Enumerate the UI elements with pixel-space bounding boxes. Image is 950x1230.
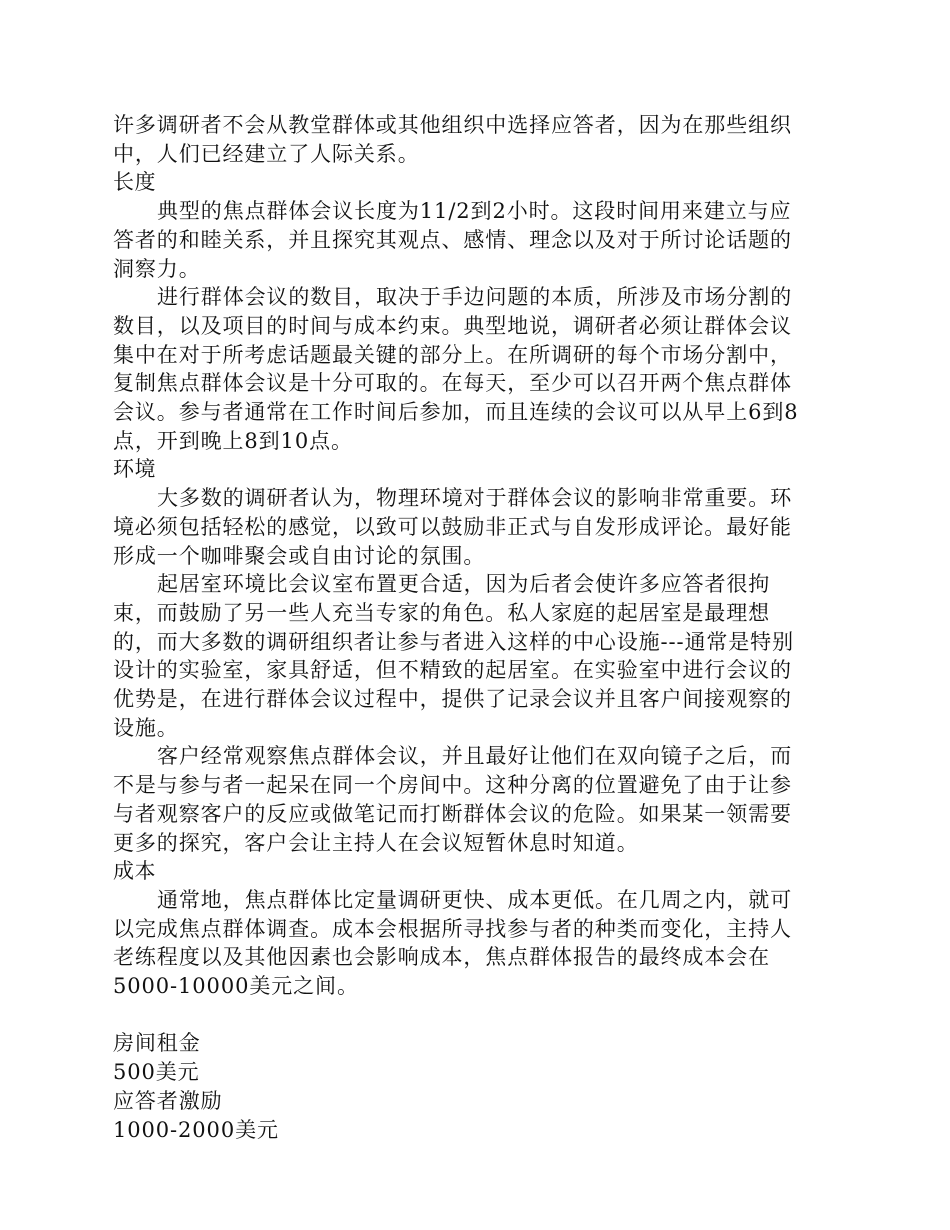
paragraph-line: 通常地，焦点群体比定量调研更快、成本更低。在几周之内，就可 <box>157 887 793 912</box>
paragraph-line: 中，人们已经建立了人际关系。 <box>113 141 420 166</box>
cost-item-label: 房间租金 <box>113 1031 201 1056</box>
paragraph-line: 束，而鼓励了另一些人充当专家的角色。私人家庭的起居室是最理想 <box>113 600 770 625</box>
paragraph-line: 更多的探究，客户会让主持人在会议短暂休息时知道。 <box>113 830 639 855</box>
paragraph-line: 形成一个咖啡聚会或自由讨论的氛围。 <box>113 543 486 568</box>
paragraph-line: 大多数的调研者认为，物理环境对于群体会议的影响非常重要。环 <box>157 486 793 511</box>
paragraph-line: 许多调研者不会从教堂群体或其他组织中选择应答者，因为在那些组织 <box>113 113 792 137</box>
paragraph-line: 洞察力。 <box>113 256 201 281</box>
paragraph-line: 进行群体会议的数目，取决于手边问题的本质，所涉及市场分割的 <box>157 285 793 310</box>
cost-item-value: 1000-2000美元 <box>113 1117 279 1142</box>
section-heading-environment: 环境 <box>113 457 156 482</box>
section-heading-cost: 成本 <box>113 859 156 884</box>
paragraph-line: 以完成焦点群体调查。成本会根据所寻找参与者的种类而变化，主持人 <box>113 916 792 941</box>
paragraph-line: 起居室环境比会议室布置更合适，因为后者会使许多应答者很拘 <box>157 572 771 597</box>
paragraph-line: 点，开到晚上8到10点。 <box>113 428 353 453</box>
paragraph-line: 老练程度以及其他因素也会影响成本，焦点群体报告的最终成本会在 <box>113 945 770 970</box>
paragraph-line: 优势是，在进行群体会议过程中，提供了记录会议并且客户间接观察的 <box>113 687 792 712</box>
paragraph-line: 集中在对于所考虑话题最关键的部分上。在所调研的每个市场分割中， <box>113 342 792 367</box>
paragraph-line: 5000-10000美元之间。 <box>113 974 359 999</box>
cost-item-value: 500美元 <box>113 1060 200 1085</box>
section-heading-length: 长度 <box>113 170 156 195</box>
paragraph-line: 客户经常观察焦点群体会议，并且最好让他们在双向镜子之后，而 <box>157 744 793 769</box>
paragraph-line: 的，而大多数的调研组织者让参与者进入这样的中心设施---通常是特别 <box>113 629 794 654</box>
paragraph-line: 会议。参与者通常在工作时间后参加，而且连续的会议可以从早上6到8 <box>113 400 799 425</box>
cost-item-label: 应答者激励 <box>113 1088 223 1113</box>
paragraph-line: 境必须包括轻松的感觉，以致可以鼓励非正式与自发形成评论。最好能 <box>113 514 792 539</box>
paragraph-line: 不是与参与者一起呆在同一个房间中。这种分离的位置避免了由于让参 <box>113 773 792 798</box>
paragraph-line: 数目，以及项目的时间与成本约束。典型地说，调研者必须让群体会议 <box>113 313 792 338</box>
paragraph-line: 复制焦点群体会议是十分可取的。在每天，至少可以召开两个焦点群体 <box>113 371 792 396</box>
paragraph-line: 答者的和睦关系，并且探究其观点、感情、理念以及对于所讨论话题的 <box>113 227 792 252</box>
blank-line <box>113 1001 840 1030</box>
paragraph-line: 设施。 <box>113 715 179 740</box>
paragraph-line: 设计的实验室，家具舒适，但不精致的起居室。在实验室中进行会议的 <box>113 658 792 683</box>
document-page <box>113 111 840 1144</box>
paragraph-line: 典型的焦点群体会议长度为11/2到2小时。这段时间用来建立与应 <box>157 199 792 224</box>
paragraph-line: 与者观察客户的反应或做笔记而打断群体会议的危险。如果某一领需要 <box>113 801 792 826</box>
